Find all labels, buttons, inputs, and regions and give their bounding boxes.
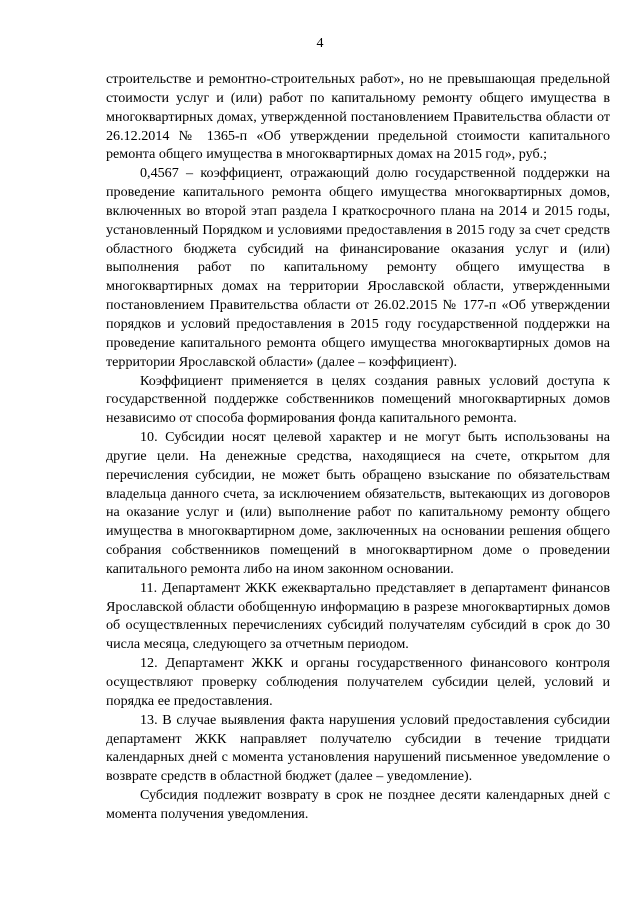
document-body xyxy=(106,70,610,824)
paragraph-clause-13: 13. В случае выявления факта нарушения условий предоставления субсидии департамент ЖКК направляет получателю субсидии в течение тридцати календарных дней с момента установления нарушений письменное уведомление о возврате средств в областной бюджет (далее – уведомление). xyxy=(106,711,610,785)
paragraph-clause-12: 12. Департамент ЖКК и органы государственного финансового контроля осуществляют проверку соблюдения получателем субсидии целей, условий и порядка ее предоставления. xyxy=(106,655,610,709)
paragraph-refund-deadline: Субсидия подлежит возврату в срок не позднее десяти календарных дней с момента получения уведомления. xyxy=(106,787,610,822)
paragraph-coefficient-definition: 0,4567 – коэффициент, отражающий долю государственной поддержки на проведение капитального ремонта общего имущества многоквартирных домов, включенных во второй этап раздела I краткосрочного плана на 2014 и 2015 годы, установленный Порядком и условиями предоставления в 2015 году за счет средств областного бюджета субсидий на финансирование оказания услуг и (или) выполнения работ по капитальному ремонту общего имущества в многоквартирных домах на территории Ярославской области, утвержденными постановлением Правительства области от 26.02.2015 № 177-п «Об утверждении порядков и условий предоставления в 2015 году государственной поддержки на проведение капитального ремонта общего имущества многоквартирных домов на территории Ярославской области» (далее – коэффициент). xyxy=(106,165,610,370)
paragraph-clause-11: 11. Департамент ЖКК ежеквартально представляет в департамент финансов Ярославской области обобщенную информацию в разрезе многоквартирных домов об осуществленных перечислениях субсидий получателям субсидий в срок до 30 числа месяца, следующего за отчетным периодом. xyxy=(106,579,610,653)
paragraph-clause-10: 10. Субсидии носят целевой характер и не могут быть использованы на другие цели. На денежные средства, находящиеся на счете, открытом для перечисления субсидии, не может быть обращено взыскание по обязательствам владельца данного счета, за исключением обязательств, вытекающих из договоров на оказание услуг и (или) выполнение работ по капитальному ремонту общего имущества в многоквартирном доме, заключенных на основании решения общего собрания собственников помещений в многоквартирном доме о проведении капитального ремонта либо на ином законном основании. xyxy=(106,429,610,577)
paragraph-continuation-price-limit: строительстве и ремонтно-строительных работ», но не превышающая предельной стоимости услуг и (или) работ по капитальному ремонту общего имущества в многоквартирных домах, утвержденной постановлением Правительства области от 26.12.2014 № 1365-п «Об утверждении предельной стоимости капитального ремонта общего имущества в многоквартирных домах на 2015 год», руб.; xyxy=(106,71,610,163)
page-number: 4 xyxy=(316,36,324,51)
paragraph-coefficient-purpose: Коэффициент применяется в целях создания равных условий доступа к государственной поддержке собственников помещений многоквартирных домов независимо от способа формирования фонда капитального ремонта. xyxy=(106,372,610,427)
